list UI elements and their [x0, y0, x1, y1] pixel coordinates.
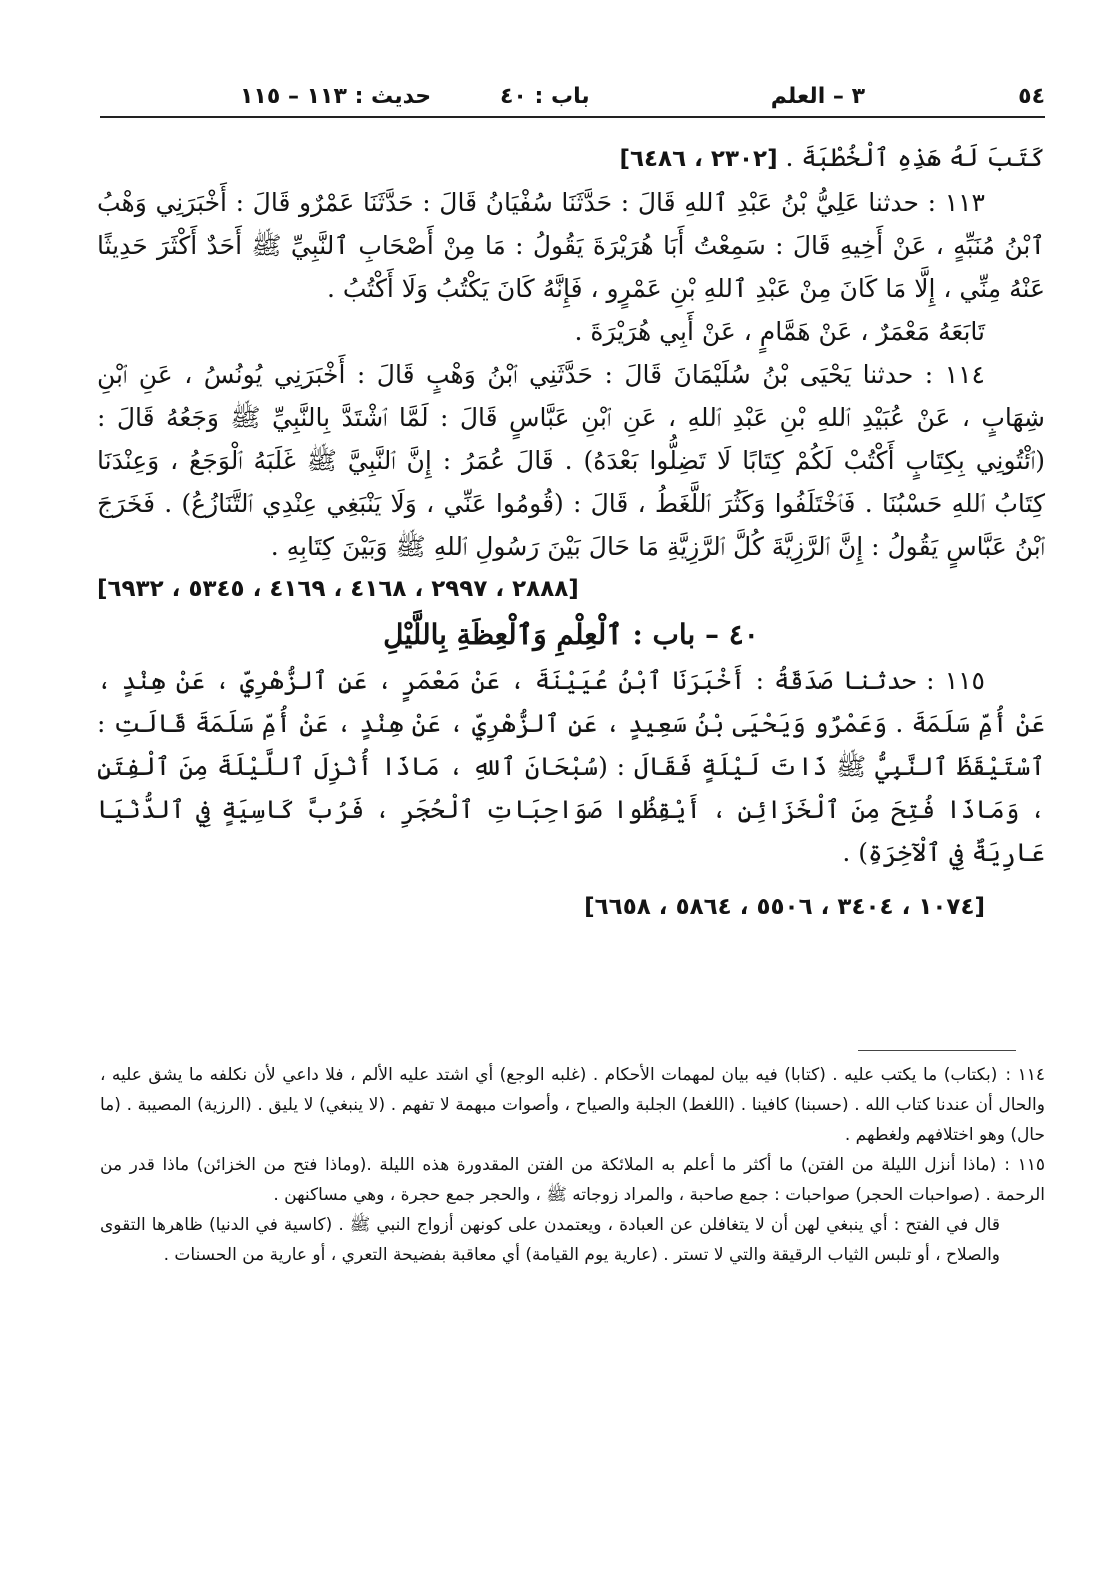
hadith-113: ١١٣ : حدثنا عَلِيُّ بْنُ عَبْدِ ٱللهِ قَالَ : حَدَّثَنَا سُفْيَانُ قَالَ : حَدَّثَنَا عَمْرٌو قَالَ : أَخْبَرَنِي وَهْبُ ٱبْنُ مُنَبِّهٍ ، عَنْ أَخِيهِ قَالَ : سَمِعْتُ أَبَا هُرَيْرَةَ يَقُولُ : مَا مِنْ أَصْحَابِ ٱلنَّبِيِّ ﷺ أَحَدٌ أَكْثَرَ حَدِيثًا عَنْهُ مِنِّي ، إِلَّا مَا كَانَ مِنْ عَبْدِ ٱللهِ بْنِ عَمْرٍو ، فَإِنَّهُ كَانَ يَكْتُبُ وَلَا أَكْتُبُ . — [97, 188, 1045, 303]
footnote-114-number: ١١٤ : — [1005, 1065, 1045, 1085]
hadith-115-refs: [١٠٧٤ ، ٣٤٠٤ ، ٥٥٠٦ ، ٥٨٦٤ ، ٦٦٥٨] — [584, 894, 985, 920]
hadith-115: ١١٥ : حدثنا صَدَقَةُ : أَخْبَرَنَا ٱبْنُ عُيَيْنَةَ ، عَنْ مَعْمَرٍ ، عَنِ ٱلزُّهْرِيِّ ، عَنْ هِنْدٍ ، عَنْ أُمِّ سَلَمَةَ . وَعَمْرٌو وَيَحْيَى بْنُ سَعِيدٍ ، عَنِ ٱلزُّهْرِيِّ ، عَنْ هِنْدٍ ، عَنْ أُمِّ سَلَمَةَ قَالَتِ : ٱسْتَيْقَظَ ٱلنَّبِيُّ ﷺ ذَاتَ لَيْلَةٍ فَقَالَ : (سُبْحَانَ ٱللهِ ، مَاذَا أُنْزِلَ ٱللَّيْلَةَ مِنَ ٱلْفِتَنِ ، وَمَاذَا فُتِحَ مِنَ ٱلْخَزَائِنِ ، أَيْقِظُوا صَوَاحِبَاتِ ٱلْحُجَرِ ، فَرُبَّ كَاسِيَةٍ فِي ٱلدُّنْيَا عَارِيَةٌ فِي ٱلْآخِرَةِ) . — [97, 666, 1045, 867]
hadith-range: حديث : ١١٣ – ١١٥ — [240, 84, 432, 109]
footnote-114 — [100, 1060, 1045, 1150]
footnote-115-number: ١١٥ : — [1004, 1155, 1046, 1175]
footnote-115-text: (ماذا أنزل الليلة من الفتن) ما أكثر ما أعلم به الملائكة من الفتن المقدورة هذه الليلة .(وماذا فتح من الخزائن) ماذا قدر من الرحمة . (صواحبات الحجر) صواحبات : جمع صاحبة ، والمراد زوجاته ﷺ ، والحجر جمع حجرة ، وهي مساكنهن . — [100, 1155, 1045, 1205]
page-number: ٥٤ — [1018, 84, 1045, 109]
footnote-separator — [858, 1050, 1016, 1051]
book-title: ٣ – العلم — [770, 84, 865, 109]
hadith-113-follow: تَابَعَهُ مَعْمَرٌ ، عَنْ هَمَّامٍ ، عَنْ أَبِي هُرَيْرَةَ . — [574, 317, 985, 346]
footnote-114-text: (بكتاب) ما يكتب عليه . (كتابا) فيه بيان لمهمات الأحكام . (غلبه الوجع) أي اشتد عليه الألم ، فلا داعي لأن نكلفه ما يشق عليه ، والحال أن عندنا كتاب الله . (حسبنا) كافينا . (اللغط) الجلبة والصياح ، وأصوات مبهمة لا تفهم . (لا ينبغي) لا يليق . (الرزية) المصيبة . (ما حال) وهو اختلافهم ولغطهم . — [100, 1065, 1045, 1145]
hadith-114-refs: [٢٨٨٨ ، ٢٩٩٧ ، ٤١٦٨ ، ٤١٦٩ ، ٥٣٤٥ ، ٦٩٣٢] — [97, 576, 579, 602]
previous-hadith-refs: [٢٣٠٢ ، ٦٤٨٦] — [619, 146, 778, 172]
hadith-114: ١١٤ : حدثنا يَحْيَى بْنُ سُلَيْمَانَ قَالَ : حَدَّثَنِي ٱبْنُ وَهْبٍ قَالَ : أَخْبَرَنِي يُونُسُ ، عَنِ ٱبْنِ شِهَابٍ ، عَنْ عُبَيْدِ ٱللهِ بْنِ عَبْدِ ٱللهِ ، عَنِ ٱبْنِ عَبَّاسٍ قَالَ : لَمَّا ٱشْتَدَّ بِالنَّبِيِّ ﷺ وَجَعُهُ قَالَ : (ٱئْتُونِي بِكِتَابٍ أَكْتُبْ لَكُمْ كِتَابًا لَا تَضِلُّوا بَعْدَهُ) . قَالَ عُمَرُ : إِنَّ ٱلنَّبِيَّ ﷺ غَلَبَهُ ٱلْوَجَعُ ، وَعِنْدَنَا كِتَابُ ٱللهِ حَسْبُنَا . فَٱخْتَلَفُوا وَكَثُرَ ٱللَّغَطُ ، قَالَ : (قُومُوا عَنِّي ، وَلَا يَنْبَغِي عِنْدِي ٱلتَّنَازُعُ) . فَخَرَجَ ٱبْنُ عَبَّاسٍ يَقُولُ : إِنَّ ٱلرَّزِيَّةَ كُلَّ ٱلرَّزِيَّةِ مَا حَالَ بَيْنَ رَسُولِ ٱللهِ ﷺ وَبَيْنَ كِتَابِهِ . — [97, 360, 1045, 561]
chapter-title: ٤٠ – باب : ٱلْعِلْمِ وَٱلْعِظَةِ بِاللَّيْلِ — [383, 618, 759, 651]
page-header — [100, 78, 1045, 118]
previous-hadith-tail — [97, 136, 1045, 181]
previous-hadith-text: كَتَبَ لَهُ هَذِهِ ٱلْخُطْبَةَ . — [785, 143, 1045, 172]
main-text — [97, 136, 1045, 1026]
footnotes — [100, 1060, 1045, 1580]
footnote-115 — [100, 1150, 1045, 1210]
footnote-115-extra: قال في الفتح : أي ينبغي لهن أن لا يتغافلن عن العبادة ، ويعتمدن على كونهن أزواج النبي ﷺ . (كاسية في الدنيا) ظاهرها التقوى والصلاح ، أو تلبس الثياب الرقيقة والتي لا تستر . (عارية يوم القيامة) أي معاقبة بفضيحة التعري ، أو عارية من الحسنات . — [100, 1215, 1000, 1265]
chapter-label: باب : ٤٠ — [500, 84, 590, 109]
